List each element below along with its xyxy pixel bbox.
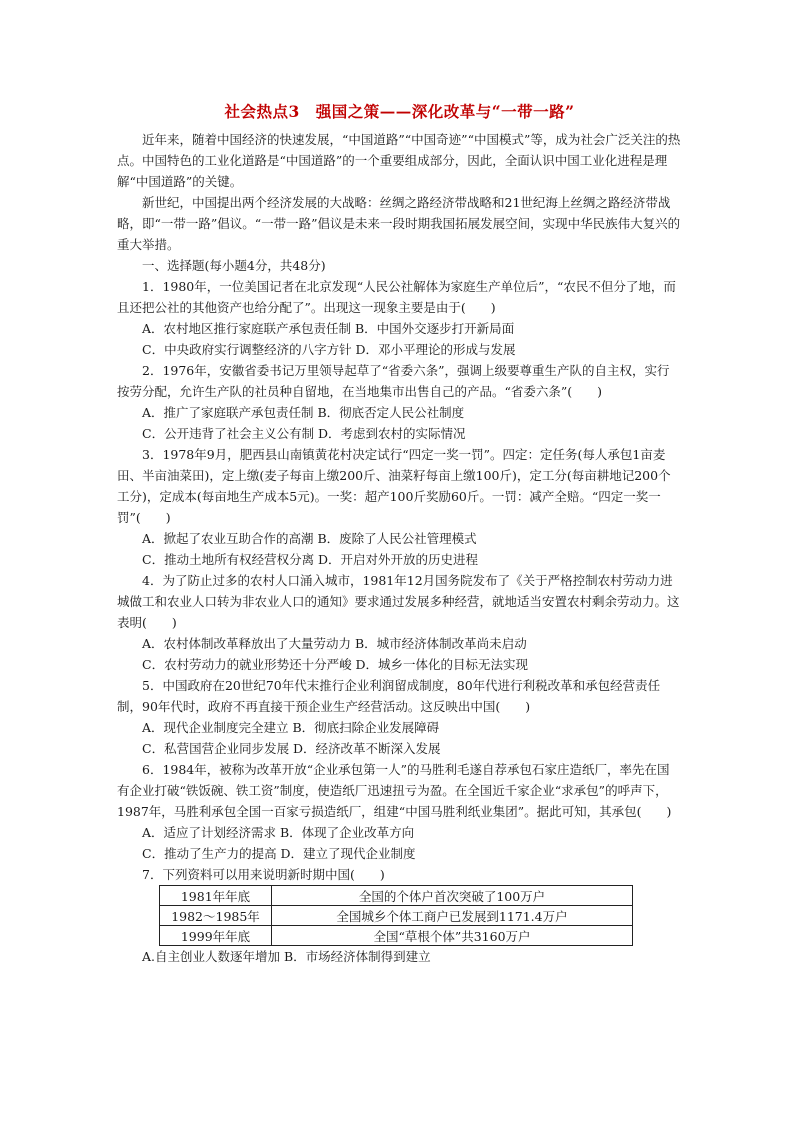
table-row xyxy=(160,926,633,946)
question-options-cd: C．中央政府实行调整经济的八字方针 D．邓小平理论的形成与发展 xyxy=(142,342,516,357)
question-options-cd: C．农村劳动力的就业形势还十分严峻 D．城乡一体化的目标无法实现 xyxy=(142,657,529,672)
table-cell-fact: 全国的个体户首次突破了100万户 xyxy=(272,886,633,906)
question-options-ab: A.自主创业人数逐年增加 B．市场经济体制得到建立 xyxy=(142,949,431,964)
table-cell-fact: 全国城乡个体工商户已发展到1171.4万户 xyxy=(272,906,633,926)
table-row xyxy=(160,906,633,926)
question-5 xyxy=(117,675,682,759)
question-options-cd: C．推动了生产力的提高 D．建立了现代企业制度 xyxy=(142,846,416,861)
intro-paragraph-1: 近年来，随着中国经济的快速发展，“中国道路”“中国奇迹”“中国模式”等，成为社会广泛关注的热点。中国特色的工业化道路是“中国道路”的一个重要组成部分，因此，全面认识中国工业化进程是理解“中国道路”的关键。 xyxy=(117,132,681,189)
question-7 xyxy=(117,864,682,967)
page-title: 社会热点3 强国之策——深化改革与“一带一路” xyxy=(224,102,575,121)
question-stem: 4．为了防止过多的农村人口涌入城市，1981年12月国务院发布了《关于严格控制农村劳动力进城做工和农业人口转为非农业人口的通知》要求通过发展多种经营，就地适当安置农村剩余劳动力。这表明( ) xyxy=(117,573,680,630)
question-options-ab: A．适应了计划经济需求 B．体现了企业改革方向 xyxy=(142,825,415,840)
data-table xyxy=(159,885,633,946)
table-row xyxy=(160,886,633,906)
question-options-cd: C．私营国营企业同步发展 D．经济改革不断深入发展 xyxy=(142,741,441,756)
question-stem: 7．下列资料可以用来说明新时期中国( ) xyxy=(142,867,385,882)
question-stem: 3．1978年9月，肥西县山南镇黄花村决定试行“四定一奖一罚”。四定：定任务(每人承包1亩麦田、半亩油菜田)，定上缴(麦子每亩上缴200斤、油菜籽每亩上缴100斤)，定工分(每亩耕地记200个工分)，定成本(每亩地生产成本5元)。一奖：超产100斤奖励60斤。一罚：减产全赔。“四定一奖一罚”( ) xyxy=(117,447,671,525)
question-6 xyxy=(117,759,682,864)
question-options-ab: A．现代企业制度完全建立 B．彻底扫除企业发展障碍 xyxy=(142,720,440,735)
question-options-ab: A．掀起了农业互助合作的高潮 B．废除了人民公社管理模式 xyxy=(142,531,477,546)
question-3 xyxy=(117,444,682,570)
table-cell-year: 1981年年底 xyxy=(160,886,272,906)
question-options-cd: C．公开违背了社会主义公有制 D．考虑到农村的实际情况 xyxy=(142,426,466,441)
document-page xyxy=(117,100,682,967)
question-stem: 2．1976年，安徽省委书记万里领导起草了“省委六条”，强调上级要尊重生产队的自主权，实行按劳分配，允许生产队的社员种自留地，在当地集市出售自己的产品。“省委六条”( ) xyxy=(117,363,670,399)
question-stem: 5．中国政府在20世纪70年代末推行企业利润留成制度，80年代进行利税改革和承包经营责任制，90年代时，政府不再直接干预企业生产经营活动。这反映出中国( ) xyxy=(117,678,661,714)
question-stem: 1．1980年，一位美国记者在北京发现“人民公社解体为家庭生产单位后”，“农民不但分了地，而且还把公社的其他资产也给分配了”。出现这一现象主要是由于( ) xyxy=(117,279,676,315)
table-cell-year: 1982～1985年 xyxy=(160,906,272,926)
question-options-cd: C．推动土地所有权经营权分离 D．开启对外开放的历史进程 xyxy=(142,552,479,567)
question-2 xyxy=(117,360,682,444)
intro-paragraph-2: 新世纪，中国提出两个经济发展的大战略：丝绸之路经济带战略和21世纪海上丝绸之路经济带战略，即“一带一路”倡议。“一带一路”倡议是未来一段时期我国拓展发展空间，实现中华民族伟大复兴的重大举措。 xyxy=(117,195,681,252)
question-options-ab: A．农村地区推行家庭联产承包责任制 B．中国外交逐步打开新局面 xyxy=(142,321,515,336)
question-4 xyxy=(117,570,682,675)
table-cell-year: 1999年年底 xyxy=(160,926,272,946)
question-stem: 6．1984年，被称为改革开放“企业承包第一人”的马胜利毛遂自荐承包石家庄造纸厂，率先在国有企业打破“铁饭碗、铁工资”制度，使造纸厂迅速扭亏为盈。在全国近千家企业“求承包”的呼声下，1987年，马胜利承包全国一百家亏损造纸厂，组建“中国马胜利纸业集团”。据此可知，其承包( ) xyxy=(117,762,672,819)
section-heading: 一、选择题(每小题4分，共48分) xyxy=(142,258,326,273)
question-options-ab: A．农村体制改革释放出了大量劳动力 B．城市经济体制改革尚未启动 xyxy=(142,636,527,651)
table-cell-fact: 全国“草根个体”共3160万户 xyxy=(272,926,633,946)
question-options-ab: A．推广了家庭联产承包责任制 B．彻底否定人民公社制度 xyxy=(142,405,465,420)
question-1 xyxy=(117,276,682,360)
